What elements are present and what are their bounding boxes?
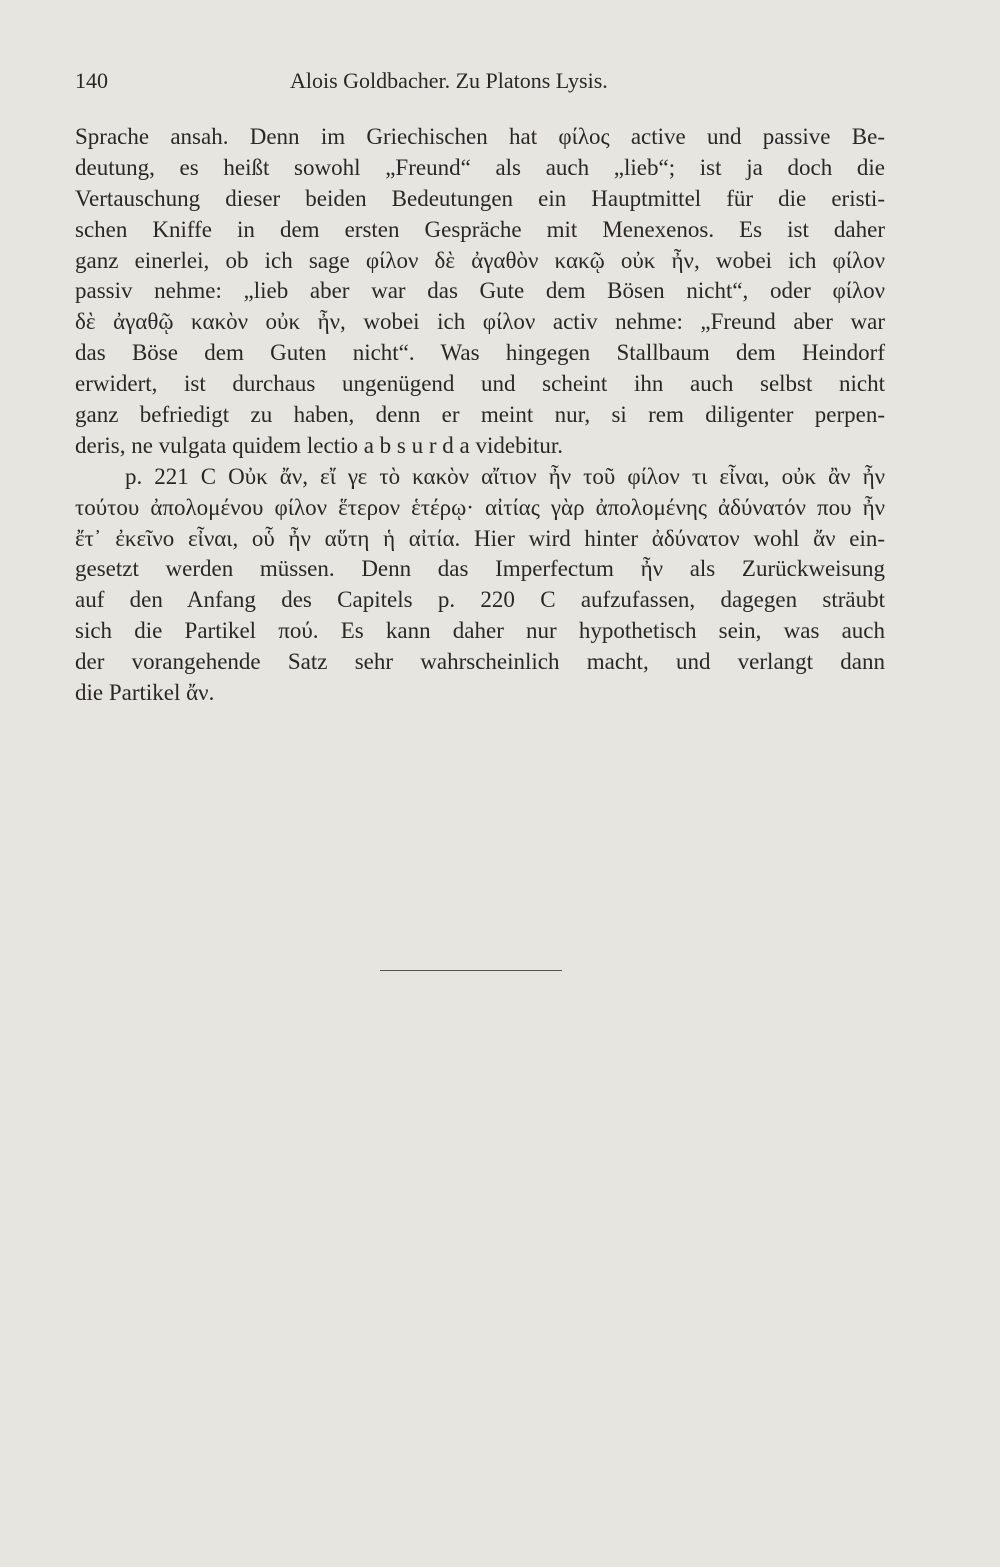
text-line: das Böse dem Guten nicht“. Was hingegen Stallbaum dem Heindorf xyxy=(75,340,885,366)
text-line: passiv nehme: „lieb aber war das Gute dem Bösen nicht“, oder φίλον xyxy=(75,278,885,304)
text-line: ganz einerlei, ob ich sage φίλον δὲ ἀγαθὸν κακῷ οὐκ ἦν, wobei ich φίλον xyxy=(75,247,885,273)
page-header xyxy=(75,66,885,96)
text-line: ἔτ᾽ ἐκεῖνο εἶναι, οὗ ἦν αὕτη ἡ αἰτία. Hier wird hinter ἀδύνατον wohl ἄν ein- xyxy=(75,525,885,551)
text-line: Vertauschung dieser beiden Bedeutungen ein Hauptmittel für die eristi- xyxy=(75,185,885,211)
text-line: sich die Partikel πού. Es kann daher nur hypothetisch sein, was auch xyxy=(75,618,885,644)
body-text xyxy=(75,122,885,709)
paragraph-1 xyxy=(75,122,885,462)
text-line: p. 221 C Οὐκ ἄν, εἴ γε τὸ κακὸν αἴτιον ἦν τοῦ φίλον τι εἶναι, οὐκ ἂν ἦν xyxy=(125,463,885,489)
text-line: Sprache ansah. Denn im Griechischen hat φίλος active und passive Be- xyxy=(75,124,885,149)
running-title: Alois Goldbacher. Zu Platons Lysis. xyxy=(290,68,608,93)
page-number: 140 xyxy=(75,68,108,93)
text-line: auf den Anfang des Capitels p. 220 C aufzufassen, dagegen sträubt xyxy=(75,587,885,613)
text-line: deris, ne vulgata quidem lectio a b s u r d a videbitur. xyxy=(75,432,563,458)
text-line: τούτου ἀπολομένου φίλον ἕτερον ἑτέρῳ· αἰτίας γὰρ ἀπολομένης ἀδύνατόν που ἦν xyxy=(75,494,885,520)
section-divider xyxy=(380,970,562,971)
text-line: der vorangehende Satz sehr wahrscheinlich macht, und verlangt dann xyxy=(75,649,885,675)
text-line: δὲ ἀγαθῷ κακὸν οὐκ ἦν, wobei ich φίλον activ nehme: „Freund aber war xyxy=(75,309,885,335)
text-line: ganz befriedigt zu haben, denn er meint nur, si rem diligenter perpen- xyxy=(75,402,885,428)
text-line: die Partikel ἄν. xyxy=(75,680,215,706)
text-line: deutung, es heißt sowohl „Freund“ als auch „lieb“; ist ja doch die xyxy=(75,154,885,180)
text-line: schen Kniffe in dem ersten Gespräche mit Menexenos. Es ist daher xyxy=(75,216,885,242)
text-line: erwidert, ist durchaus ungenügend und scheint ihn auch selbst nicht xyxy=(75,371,885,397)
paragraph-2 xyxy=(75,462,885,709)
text-line: gesetzt werden müssen. Denn das Imperfectum ἦν als Zurückweisung xyxy=(75,556,885,582)
